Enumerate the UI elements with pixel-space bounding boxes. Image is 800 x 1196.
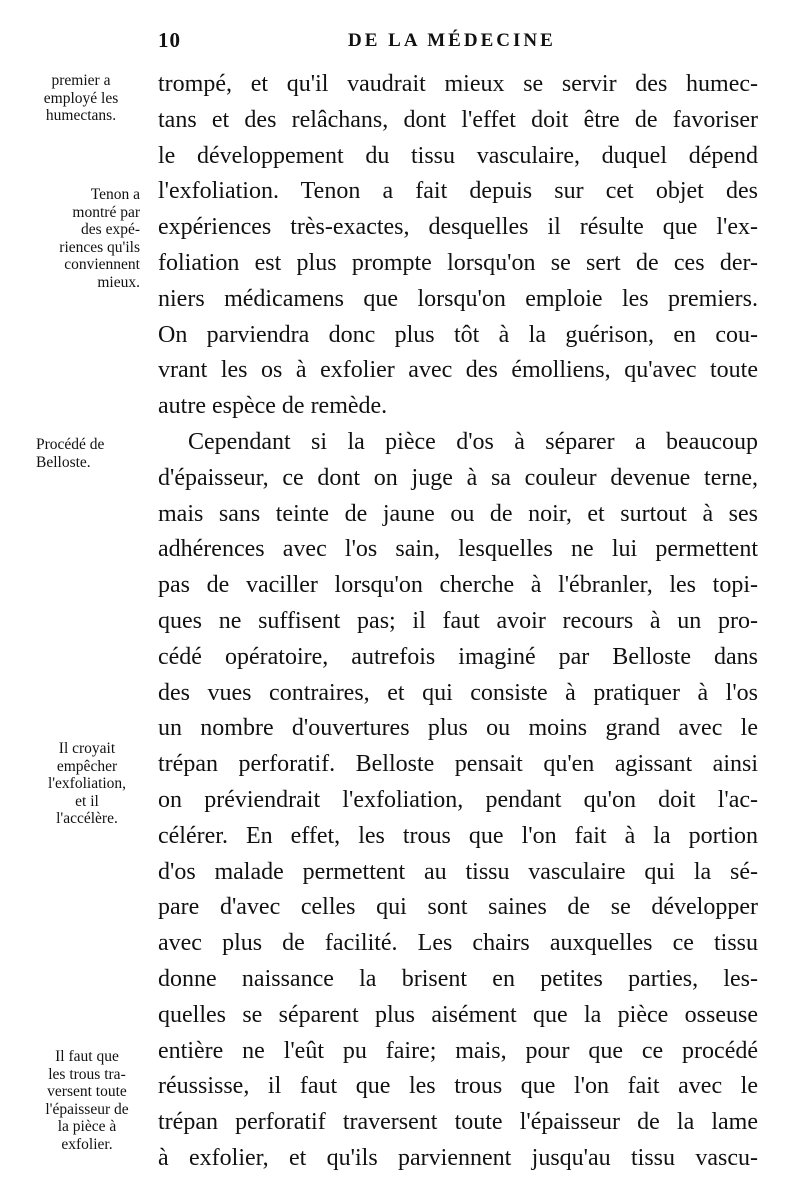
text-line: adhérences avec l'os sain, lesquelles ne lui permettent bbox=[158, 536, 758, 563]
text-line: on préviendrait l'exfoliation, pendant qu'on doit l'ac- bbox=[158, 786, 758, 813]
paragraph-2 bbox=[158, 425, 758, 1177]
margin-note-5 bbox=[28, 1048, 146, 1153]
margin-note-line: l'épaisseur de bbox=[45, 1100, 129, 1118]
margin-note-line: l'exfoliation, bbox=[47, 775, 127, 792]
margin-note-line: des expé- bbox=[81, 221, 140, 238]
margin-note-line: montré par bbox=[72, 203, 140, 221]
text-line: foliation est plus prompte lorsqu'on se sert de ces der- bbox=[158, 249, 758, 276]
margin-note-line: la pièce à bbox=[57, 1118, 117, 1135]
margin-note-line: riences qu'ils bbox=[59, 238, 140, 256]
margin-note-line: l'accélère. bbox=[56, 810, 118, 827]
text-line: le développement du tissu vasculaire, duquel dépend bbox=[158, 142, 758, 169]
margin-note-3 bbox=[36, 436, 154, 471]
text-line: entière ne l'eût pu faire; mais, pour que ce procédé bbox=[158, 1037, 758, 1064]
text-line: trépan perforatif traversent toute l'épaisseur de la lame bbox=[158, 1109, 758, 1136]
text-line: avec plus de facilité. Les chairs auxquelles ce tissu bbox=[158, 930, 758, 957]
text-line: On parviendra donc plus tôt à la guérison, en cou- bbox=[158, 321, 758, 348]
margin-note-line: Belloste. bbox=[36, 453, 91, 471]
margin-note-line: Il faut que bbox=[55, 1048, 119, 1065]
margin-note-line: Procédé de bbox=[36, 436, 105, 453]
text-line: autre espèce de remède. bbox=[158, 393, 388, 420]
margin-note-4 bbox=[28, 740, 146, 828]
text-line: trompé, et qu'il vaudrait mieux se servir des humec- bbox=[158, 71, 758, 97]
margin-note-line: les trous tra- bbox=[48, 1065, 126, 1083]
margin-note-line: premier a bbox=[51, 72, 111, 89]
margin-note-line: versent toute bbox=[47, 1083, 127, 1100]
running-title: DE LA MÉDECINE bbox=[348, 30, 556, 51]
margin-note-1 bbox=[22, 72, 140, 125]
text-line: donne naissance la brisent en petites parties, les- bbox=[158, 965, 758, 992]
page-header bbox=[158, 28, 758, 58]
text-line: tans et des relâchans, dont l'effet doit être de favoriser bbox=[158, 106, 758, 133]
text-line: à exfolier, et qu'ils parviennent jusqu'au tissu vascu- bbox=[158, 1144, 758, 1171]
text-line: réussisse, il faut que les trous que l'on fait avec le bbox=[158, 1073, 758, 1100]
text-line: pas de vaciller lorsqu'on cherche à l'ébranler, les topi- bbox=[158, 572, 758, 599]
margin-note-line: exfolier. bbox=[61, 1135, 113, 1153]
text-line: d'os malade permettent au tissu vasculaire qui la sé- bbox=[158, 858, 758, 885]
text-line: célérer. En effet, les trous que l'on fait à la portion bbox=[158, 822, 758, 849]
margin-note-line: employé les bbox=[43, 89, 119, 107]
page-number: 10 bbox=[158, 28, 181, 52]
margin-note-line: Tenon a bbox=[90, 186, 140, 203]
margin-note-line: humectans. bbox=[45, 107, 117, 124]
text-line: vrant les os à exfolier avec des émolliens, qu'avec toute bbox=[158, 357, 758, 384]
text-line: mais sans teinte de jaune ou de noir, et surtout à ses bbox=[158, 500, 758, 527]
text-line: Cependant si la pièce d'os à séparer a beaucoup bbox=[188, 428, 758, 455]
text-line: niers médicamens que lorsqu'on emploie les premiers. bbox=[158, 285, 758, 312]
text-line: d'épaisseur, ce dont on juge à sa couleur devenue terne, bbox=[158, 464, 758, 491]
margin-note-line: conviennent bbox=[64, 256, 140, 273]
margin-note-line: Il croyait bbox=[58, 740, 116, 757]
margin-note-line: et il bbox=[75, 792, 99, 810]
text-line: trépan perforatif. Belloste pensait qu'en agissant ainsi bbox=[158, 751, 758, 778]
text-line: cédé opératoire, autrefois imaginé par Belloste dans bbox=[158, 643, 758, 670]
text-line: pare d'avec celles qui sont saines de se développer bbox=[158, 894, 758, 921]
text-line: des vues contraires, et qui consiste à pratiquer à l'os bbox=[158, 679, 758, 706]
text-line: quelles se séparent plus aisément que la pièce osseuse bbox=[158, 1001, 758, 1028]
paragraph-1 bbox=[158, 67, 758, 425]
text-line: l'exfoliation. Tenon a fait depuis sur cet objet des bbox=[158, 178, 758, 205]
margin-note-line: mieux. bbox=[97, 273, 140, 291]
text-line: ques ne suffisent pas; il faut avoir recours à un pro- bbox=[158, 607, 758, 634]
margin-note-line: empêcher bbox=[56, 757, 118, 775]
body-text bbox=[158, 67, 758, 1177]
text-line: un nombre d'ouvertures plus ou moins grand avec le bbox=[158, 715, 758, 742]
text-line: expériences très-exactes, desquelles il résulte que l'ex- bbox=[158, 214, 758, 241]
margin-note-2 bbox=[22, 186, 140, 291]
